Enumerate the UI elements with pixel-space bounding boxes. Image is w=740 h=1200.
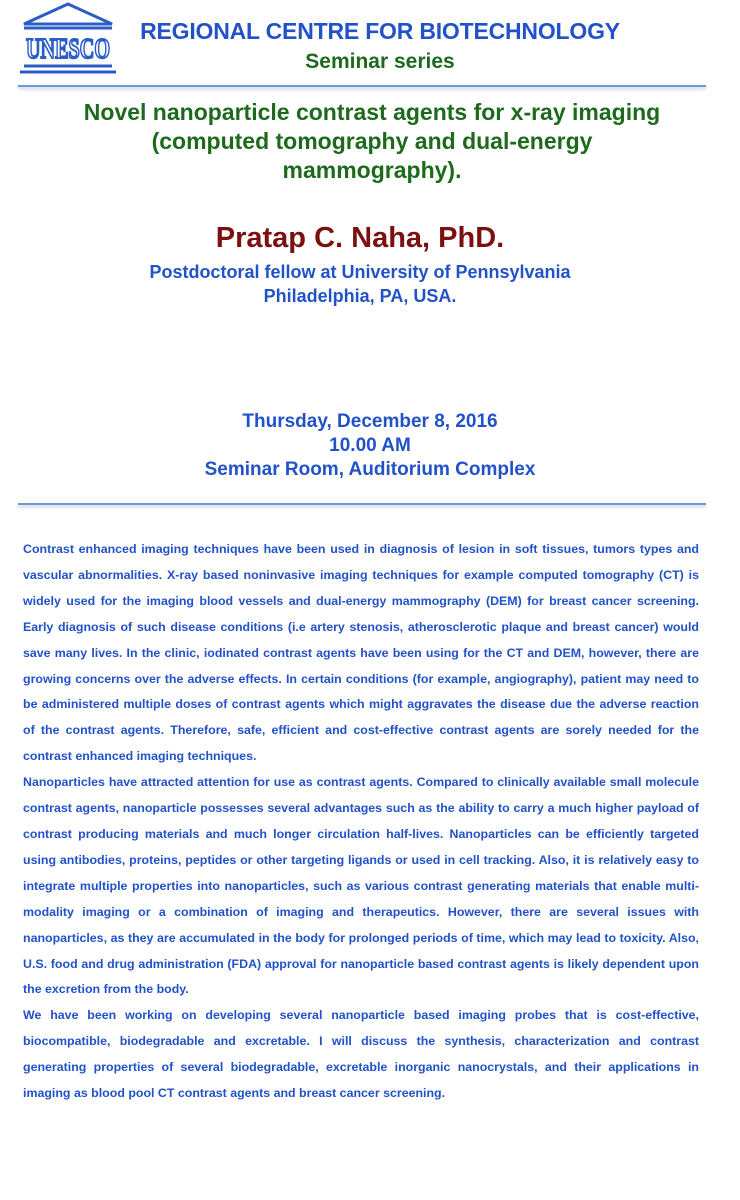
event-date: Thursday, December 8, 2016 xyxy=(242,411,498,432)
event-details xyxy=(0,410,740,482)
speaker-affiliation xyxy=(0,260,720,308)
affiliation-line: Postdoctoral fellow at University of Pennsylvania xyxy=(149,262,571,282)
abstract xyxy=(23,537,699,1107)
abstract-paragraph: Contrast enhanced imaging techniques have been used in diagnosis of lesion in soft tissues, tumors types and vascular abnormalities. X-ray based noninvasive imaging techniques for example computed tomography (CT) is widely used for the imaging blood vessels and dual-energy mammography (DEM) for breast cancer screening. Early diagnosis of such disease conditions (i.e artery stenosis, atherosclerotic plaque and breast cancer) would save many lives. In the clinic, iodinated contrast agents have been using for the CT and DEM, however, there are growing concerns over the adverse effects. In certain conditions (for example, angiography), patient may need to be administered multiple doses of contrast agents which might aggravates the disease due the adverse reaction of the contrast agents. Therefore, safe, efficient and cost-effective contrast agents are sorely needed for the contrast enhanced imaging techniques. xyxy=(23,542,699,764)
abstract-paragraph: Nanoparticles have attracted attention for use as contrast agents. Compared to clinically available small molecule contrast agents, nanoparticle possesses several advantages such as the ability to carry a much higher payload of contrast producing materials and much longer circulation half-lives. Nanoparticles can be efficiently targeted using antibodies, proteins, peptides or other targeting ligands or used in cell tracking. Also, it is relatively easy to integrate multiple properties into nanoparticles, such as various contrast generating materials that enable multi-modality imaging or a combination of imaging and therapeutics. However, there are several issues with nanoparticles, as they are accumulated in the body for prolonged periods of time, which may lead to toxicity. Also, U.S. food and drug administration (FDA) approval for nanoparticle based contrast agents is likely dependent upon the excretion from the body. xyxy=(23,775,699,997)
event-time: 10.00 AM xyxy=(329,435,411,456)
talk-title-line: Novel nanoparticle contrast agents for x-ray imaging xyxy=(83,99,661,125)
event-venue: Seminar Room, Auditorium Complex xyxy=(204,459,536,480)
unesco-logo-icon xyxy=(18,2,118,76)
talk-title xyxy=(40,98,704,185)
talk-title-line: (computed tomography and dual-energy xyxy=(151,128,593,154)
seminar-series-label: Seminar series xyxy=(305,50,455,73)
org-title: REGIONAL CENTRE FOR BIOTECHNOLOGY xyxy=(140,18,620,44)
header-divider xyxy=(18,85,706,87)
section-divider xyxy=(18,503,706,505)
affiliation-line: Philadelphia, PA, USA. xyxy=(263,286,457,306)
unesco-logo-text: UNESCO xyxy=(26,33,110,65)
abstract-paragraph: We have been working on developing several nanoparticle based imaging probes that is cost-effective, biocompatible, biodegradable and excretable. I will discuss the synthesis, characterization and contrast generating properties of several biodegradable, excretable inorganic nanocrystals, and their applications in imaging as blood pool CT contrast agents and breast cancer screening. xyxy=(23,1008,699,1101)
speaker-name: Pratap C. Naha, PhD. xyxy=(215,222,505,254)
talk-title-line: mammography). xyxy=(282,157,462,183)
